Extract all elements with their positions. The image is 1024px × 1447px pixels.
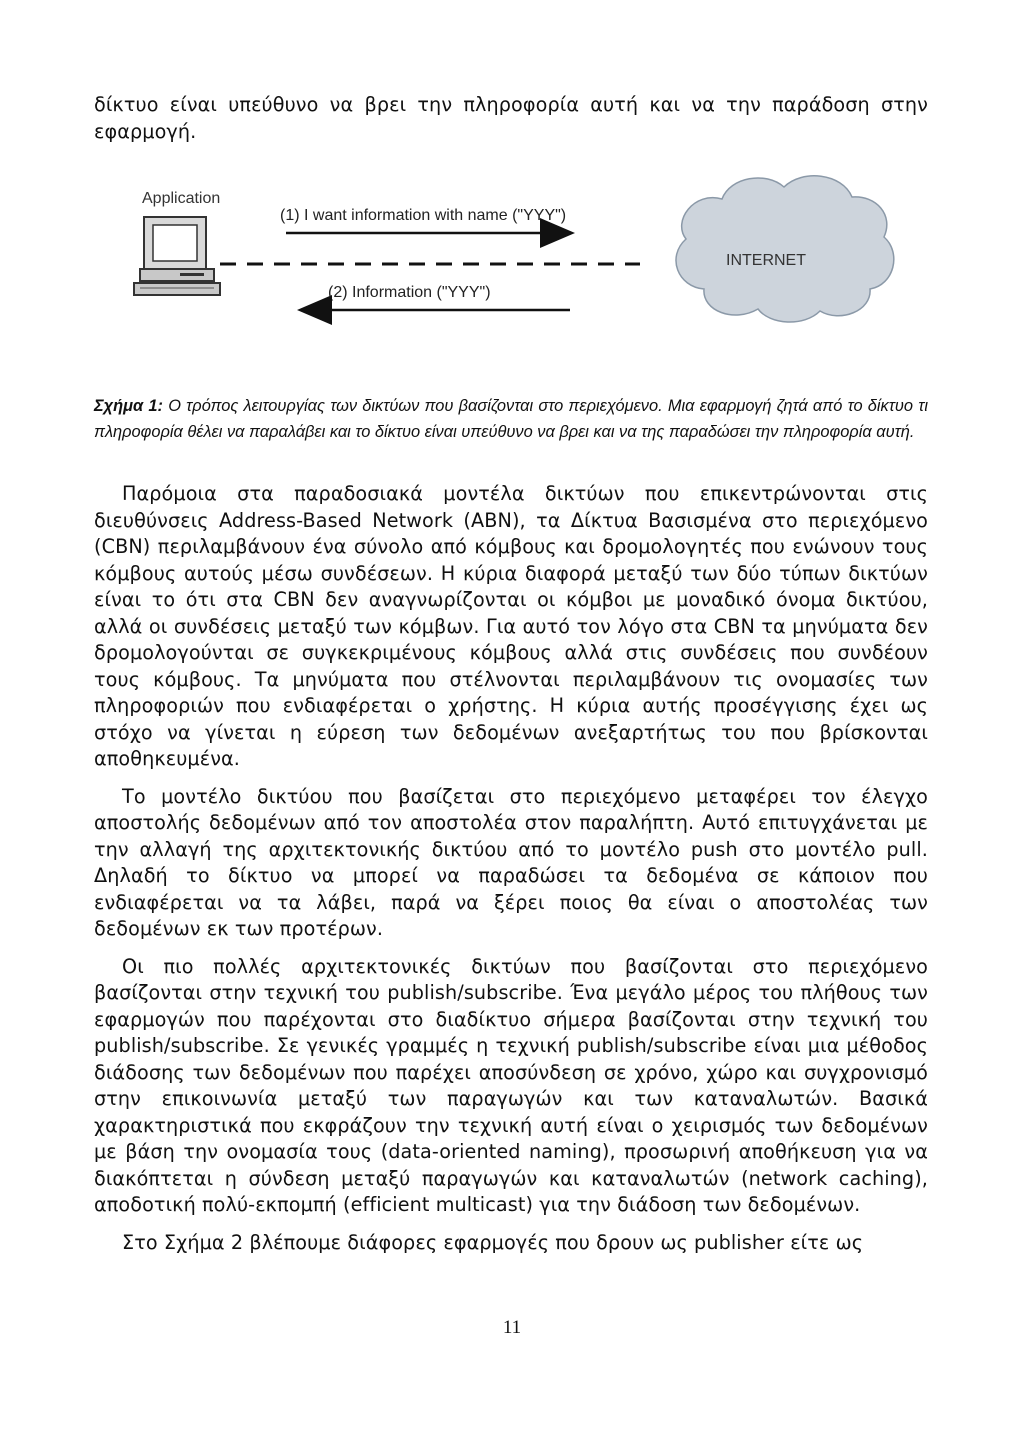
application-label: Application <box>142 190 221 207</box>
computer-icon <box>134 217 220 295</box>
request-label: (1) I want information with name ("YYY") <box>280 207 567 224</box>
page-number: 11 <box>502 1317 522 1338</box>
figure-diagram <box>94 155 928 385</box>
internet-label: INTERNET <box>726 252 806 269</box>
figure-1 <box>94 155 928 385</box>
page-content <box>94 92 928 1256</box>
internet-cloud-icon <box>676 176 894 322</box>
paragraph-figure-2: Στο Σχήμα 2 βλέπουμε διάφορες εφαρμογές που δρουν ως publisher είτε ως <box>122 1230 864 1254</box>
response-label: (2) Information ("YYY") <box>328 284 491 301</box>
paragraph-pull-model: Το μοντέλο δικτύου που βασίζεται στο περιεχόμενο μεταφέρει τον έλεγχο αποστολής δεδομένων από τον αποστολέα στον παραλήπτη. Αυτό επιτυγχάνεται με την αλλαγή της αρχιτεκτονικής δικτύου από το μοντέλο push στο μοντέλο pull. Δηλαδή το δίκτυο να μπορεί να παραδώσει τα δεδομένα σε κάποιον που ενδιαφέρεται να τα λάβει, παρά να ξέρει ποιος θα είναι ο αποστολέας των δεδομένων εκ των προτέρων. <box>94 784 928 940</box>
figure-caption <box>94 393 928 445</box>
paragraph-cbn: Παρόμοια στα παραδοσιακά μοντέλα δικτύων που επικεντρώνονται στις διευθύνσεις Address-Based Network (ABN), τα Δίκτυα Βασισμένα στο περιεχόμενο (CBN) περιλαμβάνουν ένα σύνολο από κόμβους και δρομολογητές που ενώνουν τους κόμβους αυτούς μέσω συνδέσεων. Η κύρια διαφορά μεταξύ των δύο τύπων δικτύων είναι το ότι στα CBN δεν αναγνωρίζονται οι κόμβοι με μοναδικό όνομα δικτύου, αλλά οι συνδέσεις μεταξύ των κόμβων. Για αυτό τον λόγο στα CBN τα μηνύματα δεν δρομολογούνται σε συγκεκριμένους κόμβους αλλά στις συνδέσεις που συνδέουν τους κόμβους. Τα μηνύματα που στέλνονται περιλαμβάνουν τις ονομασίες των πληροφοριών που ενδιαφέρεται ο χρήστης. Η κύρια αυτής προσέγγισης έχει ως στόχο να γίνεται η εύρεση των δεδομένων ανεξαρτήτως του που βρίσκονται αποθηκευμένα. <box>94 482 928 770</box>
intro-paragraph: δίκτυο είναι υπεύθυνο να βρει την πληροφορία αυτή και να την παράδοση στην εφαρμογή. <box>94 93 928 143</box>
caption-label: Σχήμα 1: <box>94 397 163 415</box>
caption-text: Ο τρόπος λειτουργίας των δικτύων που βασίζονται στο περιεχόμενο. Μια εφαρμογή ζητά από το δίκτυο τι πληροφορία θέλει να παραλάβει και το δίκτυο είναι υπεύθυνο να βρει και να της παραδώσει την πληροφορία αυτή. <box>94 397 928 441</box>
paragraph-publish-subscribe: Οι πιο πολλές αρχιτεκτονικές δικτύων που βασίζονται στο περιεχόμενο βασίζονται στην τεχνική του publish/subscribe. Ένα μεγάλο μέρος του πλήθους των εφαρμογών που παρέχονται στο διαδίκτυο σήμερα βασίζονται στην τεχνική του publish/subscribe. Σε γενικές γραμμές η τεχνική publish/subscribe είναι μια μέθοδος διάδοσης των δεδομένων που παρέχει αποσύνδεση σε χρόνο, χώρο και συγχρονισμό στην επικοινωνία μεταξύ των παραγωγών και των καταναλωτών. Βασικά χαρακτηριστικά που εκφράζουν την τεχνική αυτή είναι ο χειρισμός των δεδομένων με βάση την ονομασία τους (data-oriented naming), προσωρινή αποθήκευση για να διακόπτεται η σύνδεση μεταξύ παραγωγών και καταναλωτών (network caching), αποδοτική πολύ-εκπομπή (efficient multicast) για την διάδοση των δεδομένων. <box>94 954 928 1216</box>
